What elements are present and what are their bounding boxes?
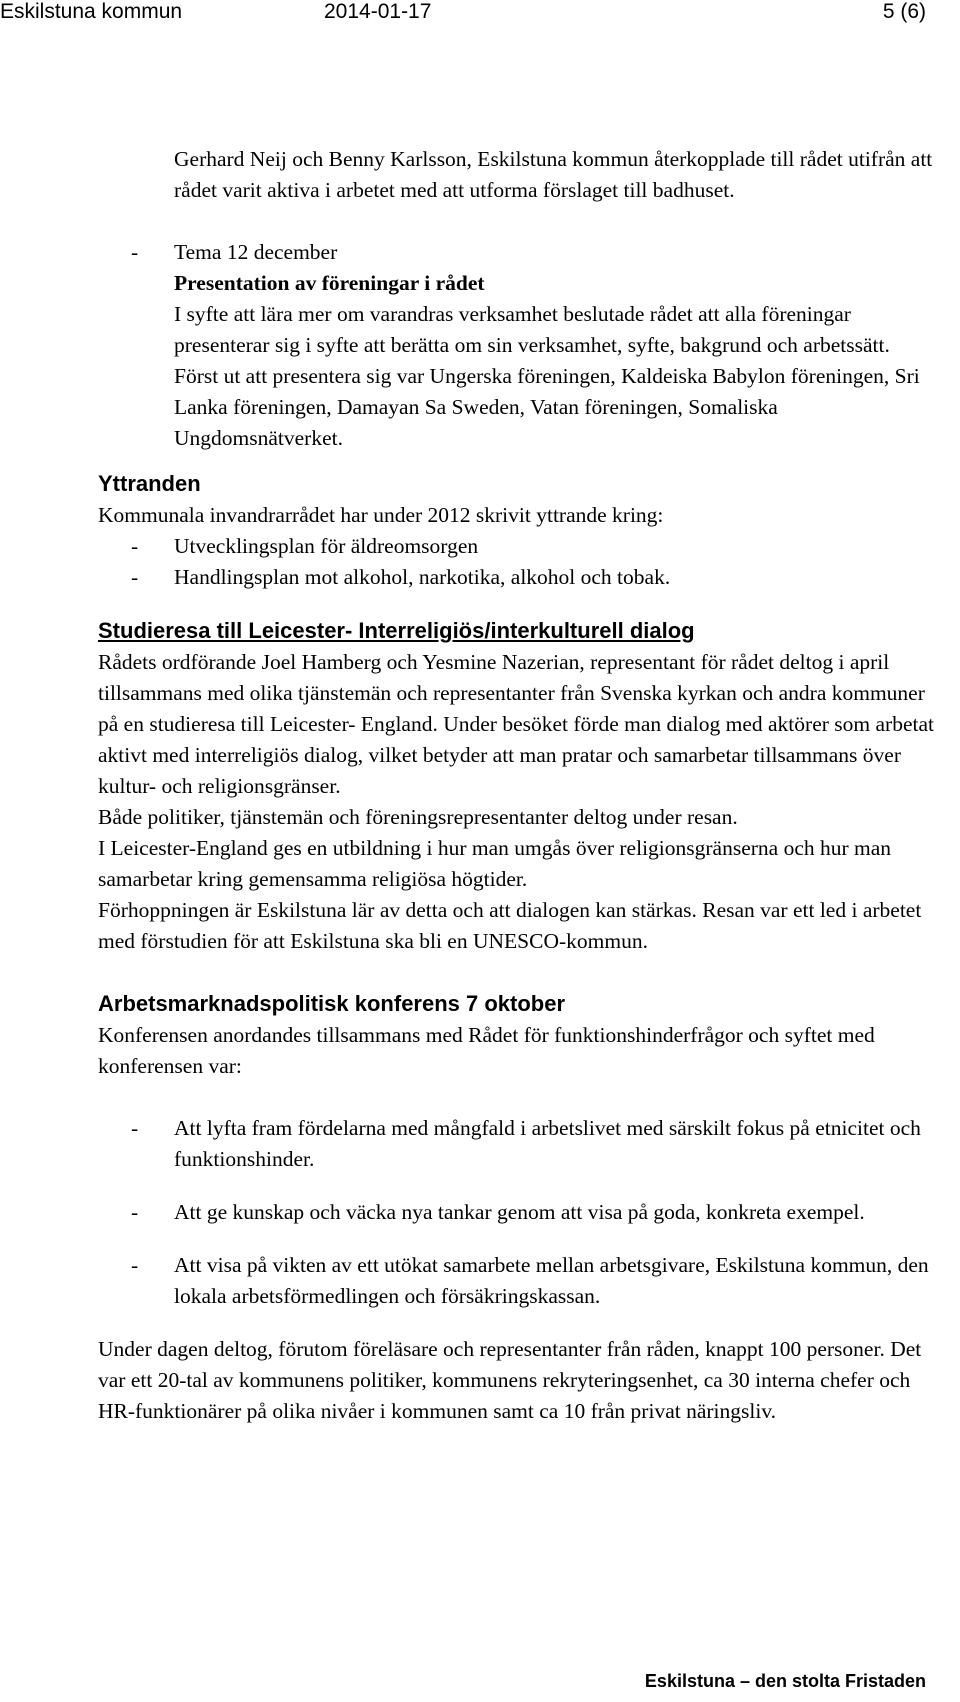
studieresa-paragraph: Både politiker, tjänstemän och föreningsrepresentanter deltog under resan.: [98, 805, 738, 829]
list-dash: -: [131, 1200, 139, 1224]
header-organization: Eskilstuna kommun: [0, 0, 183, 23]
tema-section: [98, 237, 938, 454]
list-dash: -: [131, 565, 139, 589]
page-header: [0, 0, 960, 34]
header-date: 2014-01-17: [324, 0, 432, 23]
yttranden-item-text: Handlingsplan mot alkohol, narkotika, alkohol och tobak.: [174, 565, 671, 589]
studieresa-paragraph: Förhoppningen är Eskilstuna lär av detta och att dialogen kan stärkas. Resan var ett led i arbetet med förstudien för att Eskilstuna ska bli en UNESCO-kommun.: [98, 898, 922, 953]
list-dash: -: [131, 534, 139, 558]
yttranden-heading: Yttranden: [98, 471, 201, 496]
konferens-item-text: Att visa på vikten av ett utökat samarbete mellan arbetsgivare, Eskilstuna kommun, den lokala arbetsförmedlingen och försäkringskassan.: [174, 1253, 929, 1308]
konferens-closing: Under dagen deltog, förutom föreläsare och representanter från råden, knappt 100 personer. Det var ett 20-tal av kommunens politiker, kommunens rekryteringsenhet, ca 30 interna chefer och HR-funktionärer på olika nivåer i kommunen samt ca 10 från privat näringsliv.: [98, 1337, 922, 1423]
studieresa-heading: Studieresa till Leicester- Interreligiös/interkulturell dialog: [98, 618, 695, 643]
studieresa-paragraph: I Leicester-England ges en utbildning i hur man umgås över religionsgränserna och hur man samarbetar kring gemensamma religiösa högtider.: [98, 836, 892, 891]
yttranden-item: [98, 531, 938, 562]
tema-date: Tema 12 december: [174, 240, 338, 264]
konferens-item-text: Att lyfta fram fördelarna med mångfald i arbetslivet med särskilt fokus på etnicitet och funktionshinder.: [174, 1116, 921, 1171]
studieresa-paragraph: Rådets ordförande Joel Hamberg och Yesmine Nazerian, representant för rådet deltog i april tillsammans med olika tjänstemän och representanter från Svenska kyrkan och andra kommuner på en studieresa till Leicester- England. Under besöket förde man dialog med aktörer som arbetat aktivt med interreligiös dialog, vilket betyder att man pratar och samarbetar tillsammans över kultur- och religionsgränser.: [98, 650, 934, 798]
document-body: [98, 144, 938, 1427]
konferens-item: [98, 1113, 938, 1175]
yttranden-item-text: Utvecklingsplan för äldreomsorgen: [174, 534, 479, 558]
konferens-item: [98, 1250, 938, 1312]
list-dash: -: [131, 1253, 139, 1277]
konferens-heading: Arbetsmarknadspolitisk konferens 7 oktober: [98, 991, 566, 1016]
list-dash: -: [131, 1116, 139, 1140]
tema-dash: -: [131, 240, 139, 264]
konferens-item: [98, 1197, 938, 1228]
konferens-intro: Konferensen anordandes tillsammans med Rådet för funktionshinderfrågor och syftet med konferensen var:: [98, 1023, 875, 1078]
tema-body: I syfte att lära mer om varandras verksamhet beslutade rådet att alla föreningar presenterar sig i syfte att berätta om sin verksamhet, syfte, bakgrund och arbetssätt. Först ut att presentera sig var Ungerska föreningen, Kaldeiska Babylon föreningen, Sri Lanka föreningen, Damayan Sa Sweden, Vatan föreningen, Somaliska Ungdomsnätverket.: [174, 302, 920, 450]
yttranden-item: [98, 562, 938, 593]
tema-title: Presentation av föreningar i rådet: [174, 271, 485, 295]
footer-slogan: Eskilstuna – den stolta Fristaden: [644, 1671, 926, 1691]
konferens-item-text: Att ge kunskap och väcka nya tankar genom att visa på goda, konkreta exempel.: [174, 1200, 865, 1224]
yttranden-intro: Kommunala invandrarrådet har under 2012 skrivit yttrande kring:: [98, 503, 664, 527]
intro-paragraph: Gerhard Neij och Benny Karlsson, Eskilstuna kommun återkopplade till rådet utifrån att rådet varit aktiva i arbetet med att utforma förslaget till badhuset.: [174, 147, 933, 202]
header-page-number: 5 (6): [882, 0, 926, 23]
